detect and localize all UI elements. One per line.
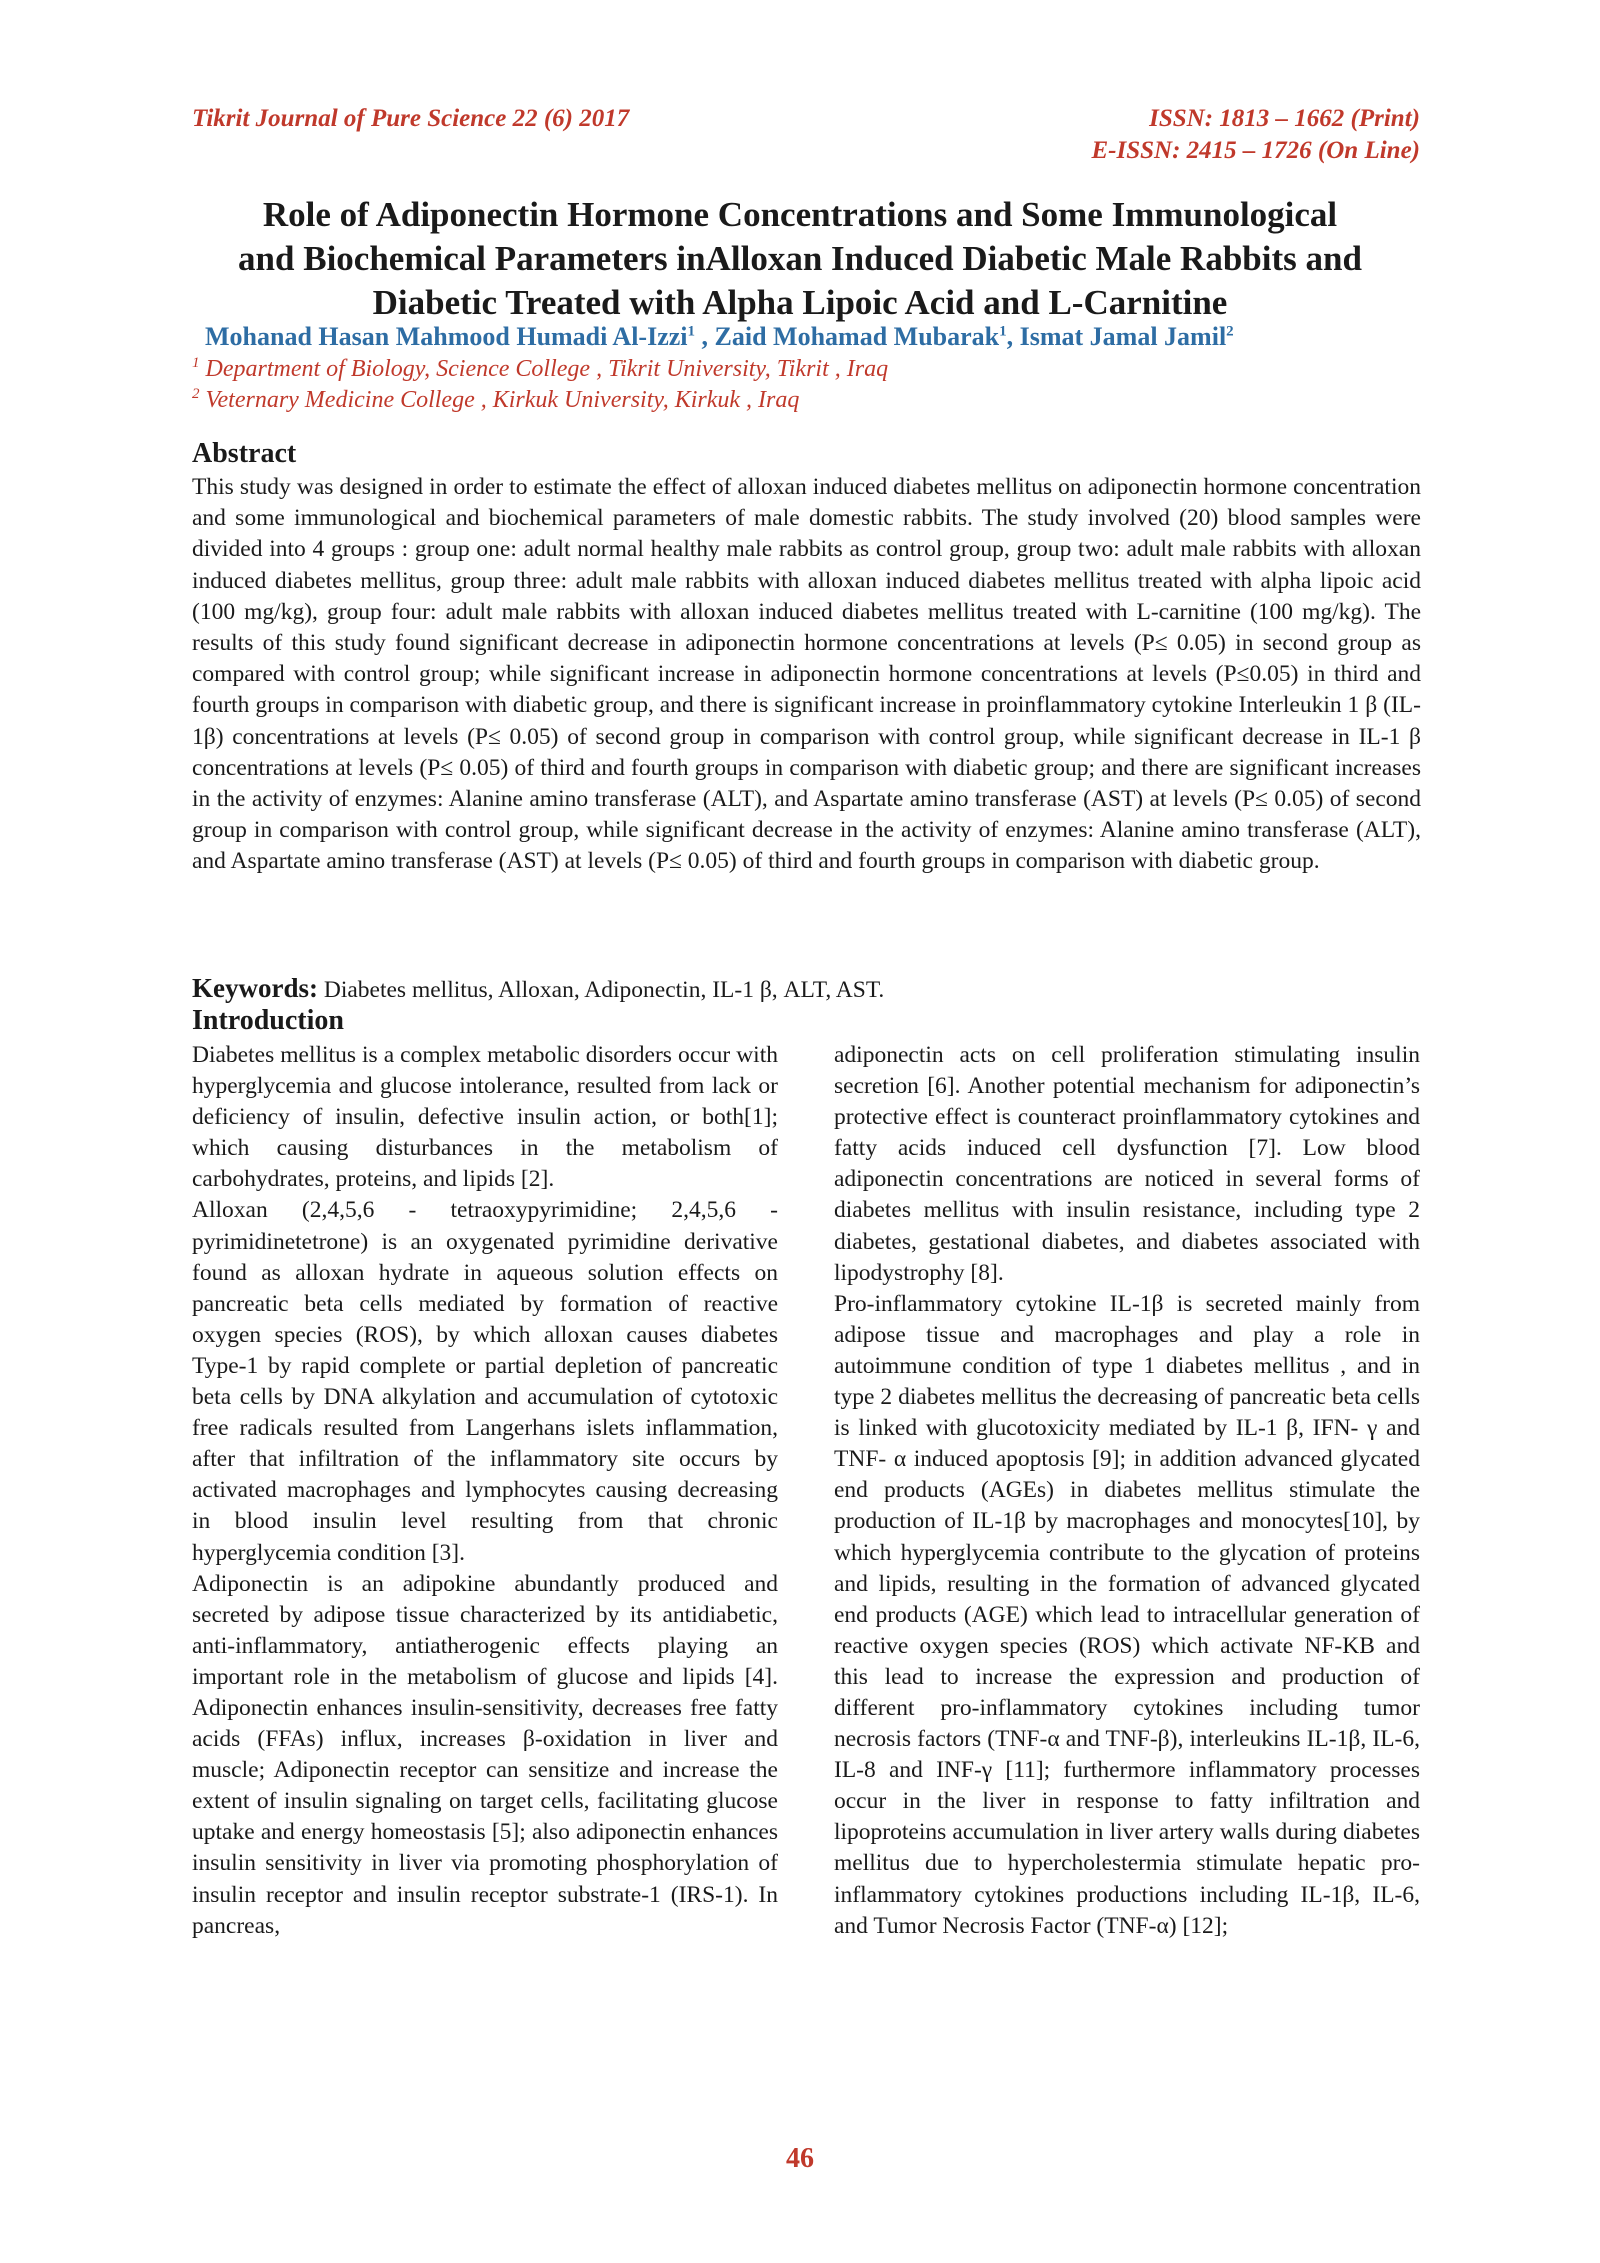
issn-print: ISSN: 1813 – 1662 (Print) [1149, 105, 1420, 132]
paragraph: adiponectin acts on cell proliferation stimulating insulin secretion [6]. Another potential mechanism for adiponectin’s protective effect is counteract proinflammatory cytokines and fatty acids induced cell dysfunction [7]. Low blood adiponectin concentrations are noticed in several forms of diabetes mellitus with insulin resistance, including type 2 diabetes, gestational diabetes, and diabetes associated with lipodystrophy [8]. [834, 1042, 1420, 1286]
keywords [192, 973, 884, 1004]
affiliation-text: Veternary Medicine College , Kirkuk University, Kirkuk , Iraq [199, 387, 800, 413]
abstract-text: This study was designed in order to estimate the effect of alloxan induced diabetes mellitus on adiponectin hormone concentration and some immunological and biochemical parameters of male domestic rabbits. The study involved (20) blood samples were divided into 4 groups : group one: adult normal healthy male rabbits as control group, group two: adult male rabbits with alloxan induced diabetes mellitus, group three: adult male rabbits with alloxan induced diabetes mellitus treated with alpha lipoic acid (100 mg/kg), group four: adult male rabbits with alloxan induced diabetes mellitus treated with L-carnitine (100 mg/kg). The results of this study found significant decrease in adiponectin hormone concentrations at levels (P≤ 0.05) in second group as compared with control group; while significant increase in adiponectin hormone concentrations at levels (P≤0.05) in third and fourth groups in comparison with diabetic group, and there is significant increase in proinflammatory cytokine Interleukin 1 β (IL-1β) concentrations at levels (P≤ 0.05) of second group in comparison with control group, while significant decrease in IL-1 β concentrations at levels (P≤ 0.05) of third and fourth groups in comparison with diabetic group; and there are significant increases in the activity of enzymes: Alanine amino transferase (ALT), and Aspartate amino transferase (AST) at levels (P≤ 0.05) of second group in comparison with control group, while significant decrease in the activity of enzymes: Alanine amino transferase (ALT), and Aspartate amino transferase (AST) at levels (P≤ 0.05) of third and fourth groups in comparison with diabetic group. [192, 474, 1421, 875]
author-affil-mark: 2 [1226, 323, 1234, 340]
journal-name: Tikrit Journal of Pure Science 22 (6) 2017 [192, 105, 630, 132]
issn-block [1092, 103, 1421, 167]
paper-title [150, 193, 1450, 325]
affiliation-mark: 2 [192, 386, 200, 402]
author-name: Ismat Jamal Jamil [1019, 322, 1227, 351]
introduction-heading: Introduction [192, 1005, 344, 1036]
paragraph: Adiponectin is an adipokine abundantly produced and secreted by adipose tissue characterized by its antidiabetic, anti-inflammatory, antiatherogenic effects playing an important role in the metabolism of glucose and lipids [4]. Adiponectin enhances insulin-sensitivity, decreases free fatty acids (FFAs) influx, increases β-oxidation in liver and muscle; Adiponectin receptor can sensitize and increase the extent of insulin signaling on target cells, facilitating glucose uptake and energy homeostasis [5]; also adiponectin enhances insulin sensitivity in liver via promoting phosphorylation of insulin receptor and insulin receptor substrate-1 (IRS-1). In pancreas, [192, 1570, 778, 1939]
paragraph: Diabetes mellitus is a complex metabolic disorders occur with hyperglycemia and glucose intolerance, resulted from lack or deficiency of insulin, defective insulin action, or both[1]; which causing disturbances in the metabolism of carbohydrates, proteins, and lipids [2]. [192, 1042, 778, 1193]
author-name: Mohanad Hasan Mahmood Humadi Al-Izzi [205, 322, 688, 351]
keywords-label: Keywords: [192, 973, 318, 1003]
affiliation-text: Department of Biology, Science College , Tikrit University, Tikrit , Iraq [199, 356, 889, 382]
author-separator: , [1006, 322, 1020, 351]
title-line: Role of Adiponectin Hormone Concentrations and Some Immunological [262, 195, 1338, 234]
affiliation [192, 355, 888, 383]
author-list [205, 322, 1234, 352]
introduction-left-column [192, 1040, 778, 1942]
page-number: 46 [786, 2143, 814, 2174]
issn-online: E-ISSN: 2415 – 1726 (On Line) [1091, 137, 1420, 164]
author-name: Zaid Mohamad Mubarak [714, 322, 1000, 351]
affiliation [192, 386, 799, 414]
paragraph: Alloxan (2,4,5,6 - tetraoxypyrimidine; 2,4,5,6 - pyrimidinetetrone) is an oxygenated pyrimidine derivative found as alloxan hydrate in aqueous solution effects on pancreatic beta cells mediated by formation of reactive oxygen species (ROS), by which alloxan causes diabetes Type-1 by rapid complete or partial depletion of pancreatic beta cells by DNA alkylation and accumulation of cytotoxic free radicals resulted from Langerhans islets inflammation, after that infiltration of the inflammatory site occurs by activated macrophages and lymphocytes causing decreasing in blood insulin level resulting from that chronic hyperglycemia condition [3]. [192, 1197, 778, 1566]
paragraph: Pro-inflammatory cytokine IL-1β is secreted mainly from adipose tissue and macrophages and play a role in autoimmune condition of type 1 diabetes mellitus , and in type 2 diabetes mellitus the decreasing of pancreatic beta cells is linked with glucotoxicity mediated by IL-1 β, IFN- γ and TNF- α induced apoptosis [9]; in addition advanced glycated end products (AGEs) in diabetes mellitus stimulate the production of IL-1β by macrophages and monocytes[10], by which hyperglycemia contribute to the glycation of proteins and lipids, resulting in the formation of advanced glycated end products (AGE) which lead to intracellular generation of reactive oxygen species (ROS) which activate NF-KB and this lead to increase the expression and production of different pro-inflammatory cytokines including tumor necrosis factors (TNF-α and TNF-β), interleukins IL-1β, IL-6, IL-8 and INF-γ [11]; furthermore inflammatory processes occur in the liver in response to fatty infiltration and lipoproteins accumulation in liver artery walls during diabetes mellitus due to hypercholestermia stimulate hepatic pro-inflammatory cytokines productions including IL-1β, IL-6, and Tumor Necrosis Factor (TNF-α) [12]; [834, 1290, 1420, 1939]
affiliation-mark: 1 [192, 355, 200, 371]
title-line: and Biochemical Parameters inAlloxan Induced Diabetic Male Rabbits and [238, 239, 1362, 278]
abstract-heading: Abstract [192, 438, 297, 469]
author-affil-mark: 1 [999, 323, 1007, 340]
title-line: Diabetic Treated with Alpha Lipoic Acid and L-Carnitine [372, 283, 1228, 322]
keywords-text: Diabetes mellitus, Alloxan, Adiponectin, IL-1 β, ALT, AST. [317, 977, 885, 1003]
author-separator: , [695, 322, 715, 351]
author-affil-mark: 1 [687, 323, 696, 340]
introduction-right-column [834, 1040, 1420, 1942]
